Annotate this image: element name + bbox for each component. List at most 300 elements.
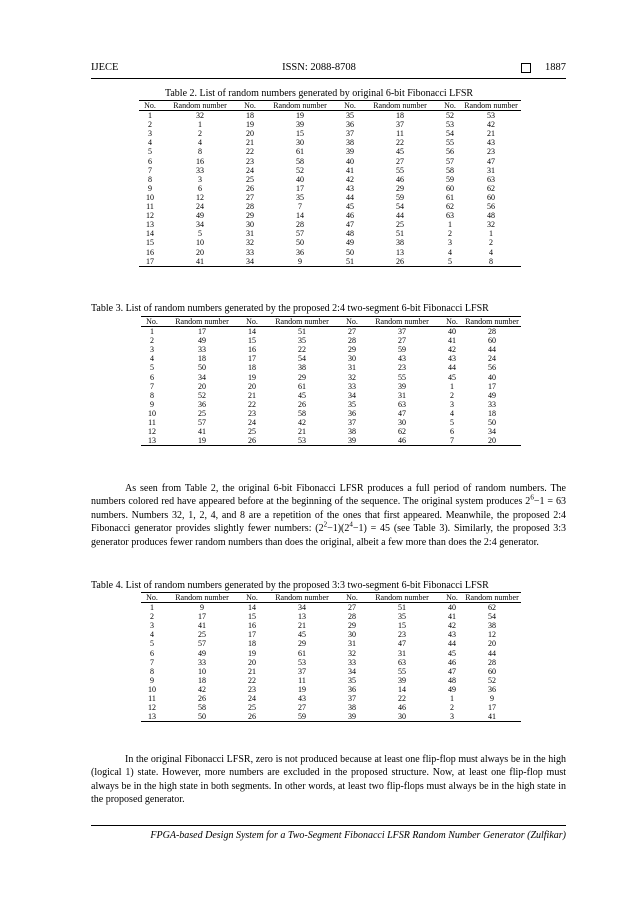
table-cell: 47 (487, 156, 495, 166)
table-cell: 6 (150, 648, 154, 658)
table-cell: 5 (150, 363, 154, 373)
table-cell: 34 (348, 666, 356, 676)
table2 (139, 100, 521, 267)
table-row (141, 391, 521, 400)
superscript: 2 (323, 520, 328, 529)
table-cell: 62 (398, 427, 406, 437)
table-cell: 40 (346, 156, 354, 166)
table-cell: 4 (450, 408, 454, 418)
table-cell: 18 (198, 354, 206, 364)
table-cell: 46 (363, 436, 441, 446)
paragraph-2-text: In the original Fibonacci LFSR, zero is not produced because at least one flip-flop must always be in the high (logical 1) state. However, more numbers are excluded in the proposed structure. Now, at least one flip-flop must always be in the high state in both segments. In other words, at least two flip-flops must always be in the high state in the proposed generator. (91, 754, 566, 806)
table-cell: 26 (241, 436, 263, 446)
table-cell: 19 (246, 120, 254, 130)
table-row (141, 621, 521, 630)
table-cell: 2 (450, 390, 454, 400)
table-cell: 5 (450, 418, 454, 428)
table-cell: 29 (348, 345, 356, 355)
column-header: Random number (461, 101, 521, 111)
table-cell: 40 (448, 603, 456, 613)
table-cell: 18 (198, 675, 206, 685)
table-cell: 15 (248, 612, 256, 622)
table-cell: 23 (398, 630, 406, 640)
table-row (141, 336, 521, 345)
table-cell: 35 (348, 399, 356, 409)
table-cell: 62 (487, 183, 495, 193)
table-row (141, 658, 521, 667)
table-cell: 33 (198, 657, 206, 667)
table-cell: 54 (298, 354, 306, 364)
table-cell: 22 (248, 399, 256, 409)
table-cell: 19 (248, 372, 256, 382)
table-row (141, 712, 521, 722)
table-cell: 46 (448, 657, 456, 667)
table-cell: 53 (263, 436, 341, 446)
table-cell: 41 (448, 612, 456, 622)
column-header: No. (439, 101, 461, 111)
table-cell: 27 (398, 336, 406, 346)
table-cell: 5 (148, 147, 152, 157)
table-cell: 59 (398, 345, 406, 355)
table-cell: 38 (298, 363, 306, 373)
table-cell: 29 (298, 372, 306, 382)
table-cell: 9 (200, 603, 204, 613)
table-cell: 63 (446, 211, 454, 221)
header-rule (91, 78, 566, 79)
table-cell: 2 (489, 238, 493, 248)
table-cell: 12 (488, 630, 496, 640)
table-cell: 23 (248, 408, 256, 418)
table-cell: 52 (488, 675, 496, 685)
table-cell: 33 (488, 399, 496, 409)
page-number: 1887 (545, 62, 566, 73)
table-cell: 46 (398, 703, 406, 713)
table-cell: 42 (198, 684, 206, 694)
table-cell: 1 (148, 111, 152, 121)
table-cell: 1 (150, 603, 154, 613)
footer-rule (91, 825, 566, 826)
table-cell: 43 (448, 630, 456, 640)
table-cell: 9 (148, 183, 152, 193)
table-cell: 1 (150, 327, 154, 337)
table-cell: 39 (398, 675, 406, 685)
table-cell: 45 (448, 372, 456, 382)
table-cell: 34 (239, 257, 261, 267)
table-cell: 55 (398, 372, 406, 382)
table3 (141, 316, 521, 446)
table-cell: 3 (448, 238, 452, 248)
table-cell: 1 (450, 381, 454, 391)
table4-caption: Table 4. List of random numbers generated by the proposed 3:3 two-segment 6-bit Fibonacci LFSR (91, 580, 489, 591)
table-cell: 62 (488, 603, 496, 613)
table-row (141, 676, 521, 685)
table-cell: 42 (298, 418, 306, 428)
table-cell: 53 (446, 120, 454, 130)
table-cell: 8 (148, 174, 152, 184)
table-cell: 3 (150, 345, 154, 355)
table-cell: 57 (198, 639, 206, 649)
table-cell: 17 (248, 630, 256, 640)
table-cell: 53 (487, 111, 495, 121)
table-row (141, 345, 521, 354)
paragraph-1-text-a: As seen from Table 2, the original 6-bit Fibonacci LFSR produces a full period of random numbers. The numbers colored red have appeared before at the beginning of the sequence. The original system produces 2 (91, 483, 566, 508)
table-cell: 30 (348, 630, 356, 640)
table-cell: 38 (346, 138, 354, 148)
paragraph-1 (91, 482, 566, 549)
table-cell: 14 (398, 684, 406, 694)
table-cell: 51 (396, 229, 404, 239)
table-cell: 35 (398, 612, 406, 622)
table-cell: 28 (488, 327, 496, 337)
table-cell: 7 (150, 657, 154, 667)
table-cell: 45 (298, 630, 306, 640)
table-cell: 59 (263, 712, 341, 722)
table-cell: 35 (346, 111, 354, 121)
table-cell: 20 (248, 657, 256, 667)
table-cell: 4 (198, 138, 202, 148)
table-cell: 22 (246, 147, 254, 157)
table-cell: 31 (348, 639, 356, 649)
table2-caption: Table 2. List of random numbers generated by original 6-bit Fibonacci LFSR (164, 88, 474, 99)
table-cell: 21 (248, 390, 256, 400)
table-cell: 3 (450, 399, 454, 409)
paragraph-1-text-d: −1) = 45 (see Table 3). Similarly, the proposed 3:3 generator produces fewer random numbers than does the original, albeit a few more than does the 2:4 generator. (91, 523, 566, 548)
table-cell: 25 (248, 427, 256, 437)
table-cell: 60 (487, 192, 495, 202)
table-cell: 17 (248, 354, 256, 364)
paragraph-1-text-c: −1)(2 (327, 523, 350, 535)
table-cell: 57 (446, 156, 454, 166)
table-cell: 47 (398, 639, 406, 649)
table-cell: 34 (488, 427, 496, 437)
table-row (139, 220, 521, 229)
table-cell: 42 (487, 120, 495, 130)
column-header: No. (141, 317, 163, 327)
table-cell: 2 (148, 120, 152, 130)
table-cell: 43 (298, 694, 306, 704)
table-cell: 44 (488, 345, 496, 355)
table-cell: 54 (488, 612, 496, 622)
table-cell: 24 (246, 165, 254, 175)
table-cell: 21 (298, 427, 306, 437)
superscript: 4 (349, 520, 353, 529)
table-cell: 27 (348, 327, 356, 337)
table-cell: 23 (246, 156, 254, 166)
table-row (141, 612, 521, 621)
column-header: No. (141, 593, 163, 603)
table-cell: 17 (488, 703, 496, 713)
table-cell: 56 (446, 147, 454, 157)
table-cell: 49 (346, 238, 354, 248)
table-cell: 8 (461, 257, 521, 267)
table-cell: 61 (298, 648, 306, 658)
table-cell: 15 (398, 621, 406, 631)
table-cell: 30 (246, 220, 254, 230)
table-cell: 3 (148, 129, 152, 139)
table-cell: 57 (296, 229, 304, 239)
table-cell: 19 (248, 648, 256, 658)
table-cell: 2 (450, 703, 454, 713)
table-cell: 32 (196, 111, 204, 121)
table-cell: 5 (150, 639, 154, 649)
table-cell: 27 (396, 156, 404, 166)
table-cell: 18 (248, 639, 256, 649)
table-cell: 6 (148, 156, 152, 166)
column-header: Random number (263, 593, 341, 603)
table-cell: 38 (396, 238, 404, 248)
table-cell: 6 (450, 427, 454, 437)
table-cell: 28 (488, 657, 496, 667)
table-cell: 48 (346, 229, 354, 239)
table-cell: 17 (198, 612, 206, 622)
table-cell: 20 (488, 639, 496, 649)
table-row (141, 382, 521, 391)
table-header-row (139, 101, 521, 111)
table-cell: 50 (346, 247, 354, 257)
table-cell: 58 (296, 156, 304, 166)
table-cell: 34 (196, 220, 204, 230)
table-cell: 3 (150, 621, 154, 631)
table-cell: 9 (490, 694, 494, 704)
table-cell: 1 (450, 694, 454, 704)
table-cell: 61 (298, 381, 306, 391)
table-cell: 54 (396, 202, 404, 212)
table-cell: 48 (448, 675, 456, 685)
table-cell: 58 (198, 703, 206, 713)
column-header: Random number (163, 317, 241, 327)
column-header: No. (139, 101, 161, 111)
table-cell: 61 (446, 192, 454, 202)
table-row (139, 147, 521, 156)
table-cell: 31 (246, 229, 254, 239)
table-cell: 57 (198, 418, 206, 428)
table-cell: 9 (150, 675, 154, 685)
table-cell: 41 (448, 336, 456, 346)
table-cell: 60 (488, 666, 496, 676)
table-cell: 15 (146, 238, 154, 248)
table-row (141, 630, 521, 639)
table-cell: 20 (196, 247, 204, 257)
table-cell: 9 (150, 399, 154, 409)
table-cell: 41 (161, 257, 239, 267)
table-row (139, 238, 521, 247)
table-cell: 49 (198, 336, 206, 346)
table-row (141, 354, 521, 363)
column-header: Random number (463, 593, 521, 603)
table-cell: 63 (398, 399, 406, 409)
table-cell: 36 (198, 399, 206, 409)
table-cell: 45 (346, 202, 354, 212)
table-cell: 14 (248, 603, 256, 613)
table-cell: 63 (398, 657, 406, 667)
column-header: Random number (163, 593, 241, 603)
table-cell: 32 (487, 220, 495, 230)
table-row (141, 427, 521, 436)
table-cell: 25 (248, 703, 256, 713)
table-cell: 5 (439, 257, 461, 267)
table-row (141, 400, 521, 409)
table-cell: 4 (150, 630, 154, 640)
table-cell: 44 (488, 648, 496, 658)
table-cell: 29 (246, 211, 254, 221)
table-cell: 15 (248, 336, 256, 346)
table-cell: 30 (398, 418, 406, 428)
column-header: Random number (463, 317, 521, 327)
table-cell: 27 (348, 603, 356, 613)
table-cell: 43 (448, 354, 456, 364)
table-cell: 49 (196, 211, 204, 221)
column-header: Random number (261, 101, 339, 111)
column-header: Random number (363, 317, 441, 327)
table-cell: 53 (298, 657, 306, 667)
table-cell: 13 (141, 712, 163, 722)
table-cell: 37 (398, 327, 406, 337)
table-cell: 55 (446, 138, 454, 148)
table-cell: 50 (163, 712, 241, 722)
column-header: No. (441, 317, 463, 327)
table-cell: 33 (246, 247, 254, 257)
table-row (139, 202, 521, 211)
table-cell: 11 (148, 418, 156, 428)
table-cell: 39 (346, 147, 354, 157)
table-cell: 8 (150, 666, 154, 676)
table-cell: 36 (348, 408, 356, 418)
table-cell: 46 (396, 174, 404, 184)
column-header: Random number (161, 101, 239, 111)
table-cell: 47 (346, 220, 354, 230)
column-header: No. (241, 317, 263, 327)
table-cell: 12 (146, 211, 154, 221)
table-cell: 22 (248, 675, 256, 685)
table-cell: 36 (348, 684, 356, 694)
table-cell: 19 (296, 111, 304, 121)
table-cell: 16 (248, 345, 256, 355)
table-row (139, 193, 521, 202)
table-cell: 28 (348, 612, 356, 622)
table-cell: 29 (298, 639, 306, 649)
table-cell: 5 (198, 229, 202, 239)
table-cell: 11 (146, 202, 154, 212)
table-cell: 56 (487, 202, 495, 212)
table-cell: 59 (396, 192, 404, 202)
table-cell: 8 (198, 147, 202, 157)
table-cell: 40 (448, 327, 456, 337)
table-cell: 28 (296, 220, 304, 230)
table-cell: 29 (348, 621, 356, 631)
table-cell: 33 (198, 345, 206, 355)
superscript: 6 (530, 494, 534, 503)
table-cell: 13 (298, 612, 306, 622)
table-cell: 23 (487, 147, 495, 157)
table-cell: 9 (261, 257, 339, 267)
table-cell: 27 (298, 703, 306, 713)
table-cell: 30 (363, 712, 441, 722)
table-cell: 38 (488, 621, 496, 631)
table-cell: 58 (446, 165, 454, 175)
table-cell: 49 (448, 684, 456, 694)
table-cell: 37 (298, 666, 306, 676)
table-cell: 22 (298, 345, 306, 355)
table-cell: 38 (348, 427, 356, 437)
table-cell: 6 (198, 183, 202, 193)
table-cell: 44 (448, 363, 456, 373)
table-cell: 1 (448, 220, 452, 230)
table-cell: 63 (487, 174, 495, 184)
table-cell: 46 (346, 211, 354, 221)
table-cell: 55 (398, 666, 406, 676)
table-row (141, 649, 521, 658)
column-header: Random number (263, 317, 341, 327)
table-cell: 35 (348, 675, 356, 685)
table-row (141, 603, 521, 613)
table-cell: 24 (248, 694, 256, 704)
table-cell: 45 (448, 648, 456, 658)
table-cell: 20 (246, 129, 254, 139)
table-cell: 36 (346, 120, 354, 130)
table-cell: 31 (398, 648, 406, 658)
table-cell: 60 (488, 336, 496, 346)
table-cell: 7 (150, 381, 154, 391)
table-cell: 41 (198, 427, 206, 437)
table-cell: 26 (241, 712, 263, 722)
table-cell: 2 (448, 229, 452, 239)
table-cell: 44 (346, 192, 354, 202)
table-cell: 13 (396, 247, 404, 257)
table-cell: 14 (296, 211, 304, 221)
table-cell: 26 (361, 257, 439, 267)
table-cell: 21 (487, 129, 495, 139)
table-cell: 7 (148, 165, 152, 175)
column-header: Random number (363, 593, 441, 603)
table-cell: 18 (246, 111, 254, 121)
table-cell: 43 (398, 354, 406, 364)
table-cell: 50 (296, 238, 304, 248)
table-cell: 16 (146, 247, 154, 257)
table-cell: 52 (296, 165, 304, 175)
table-row (139, 229, 521, 238)
table-row (139, 157, 521, 166)
table-cell: 22 (398, 694, 406, 704)
table-cell: 37 (348, 418, 356, 428)
column-header: No. (341, 317, 363, 327)
table-cell: 4 (448, 247, 452, 257)
table-cell: 25 (198, 408, 206, 418)
table-cell: 12 (148, 703, 156, 713)
table-cell: 17 (139, 257, 161, 267)
table-cell: 7 (441, 436, 463, 446)
table-cell: 37 (396, 120, 404, 130)
table-cell: 13 (141, 436, 163, 446)
table-cell: 32 (348, 648, 356, 658)
table-cell: 39 (398, 381, 406, 391)
table-cell: 51 (398, 603, 406, 613)
table-row (139, 257, 521, 267)
table-cell: 31 (398, 390, 406, 400)
table-cell: 47 (448, 666, 456, 676)
table-row (141, 363, 521, 372)
table-cell: 45 (298, 390, 306, 400)
table-cell: 49 (198, 648, 206, 658)
table-cell: 24 (196, 202, 204, 212)
table-cell: 20 (198, 381, 206, 391)
table-cell: 2 (198, 129, 202, 139)
table-cell: 13 (146, 220, 154, 230)
table-cell: 42 (448, 345, 456, 355)
table-cell: 43 (346, 183, 354, 193)
table-row (139, 175, 521, 184)
table-cell: 34 (348, 390, 356, 400)
table-row (139, 120, 521, 129)
